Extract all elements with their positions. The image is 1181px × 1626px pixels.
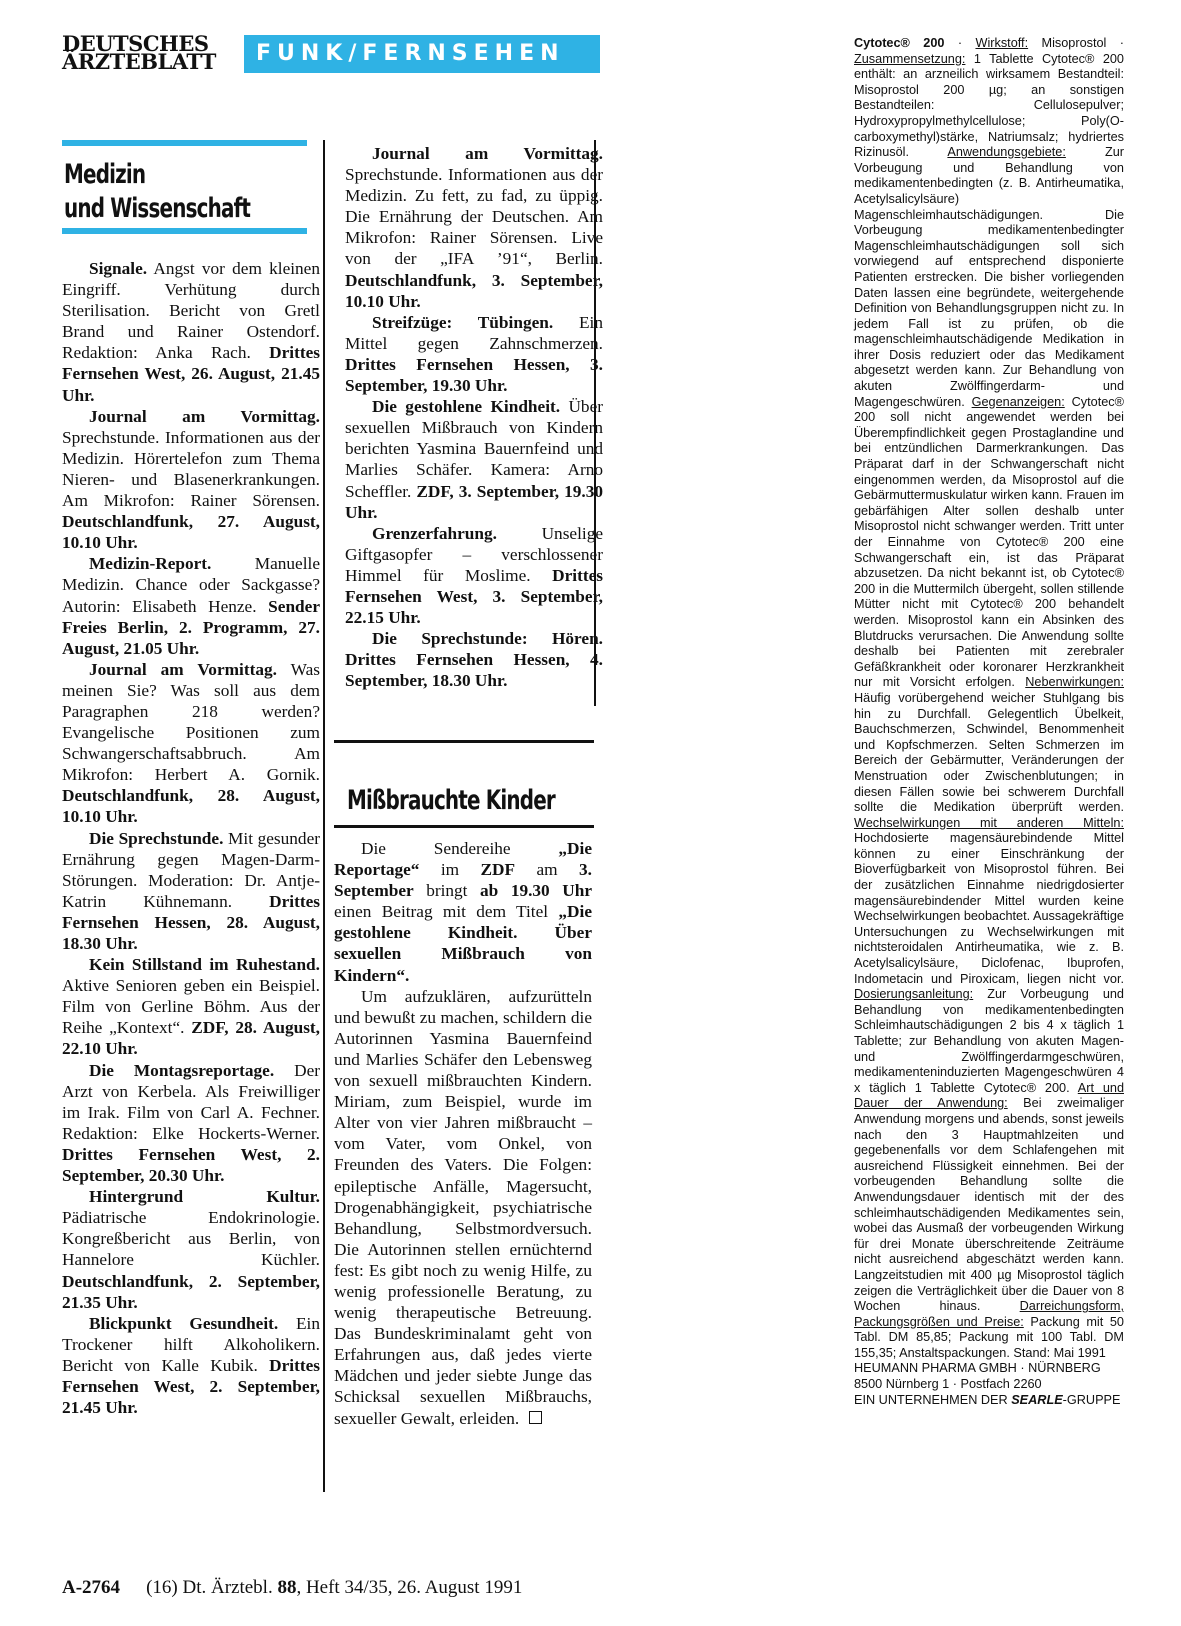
searle-logo-text: SEARLE — [1011, 1392, 1063, 1407]
listing-entry — [345, 396, 603, 523]
end-of-article-box-icon — [529, 1411, 542, 1424]
section-title: FUNK/FERNSEHEN — [244, 35, 600, 73]
listing-broadcast-info: Sender Freies Berlin, 2. Programm, 27. August, 21.05 Uhr. — [62, 596, 320, 658]
listing-title: Die gestohlene Kindheit. — [372, 397, 561, 417]
page-number: A-2764 — [62, 1577, 121, 1598]
listing-description: Ein Trockener hilft Alkoholikern. Bericht von Kalle Kubik. — [62, 1313, 320, 1375]
listing-broadcast-info: Drittes Fernsehen West, 2. September, 20.30 Uhr. — [62, 1144, 320, 1186]
page-footer — [62, 1577, 522, 1599]
listing-broadcast-info: Drittes Fernsehen Hessen, 28. August, 18.30 Uhr. — [62, 891, 320, 953]
listing-broadcast-info: Deutschlandfunk, 2. September, 21.35 Uhr. — [62, 1271, 320, 1312]
listing-broadcast-info: ZDF, 28. August, 22.10 Uhr. — [62, 1018, 320, 1059]
listing-broadcast-info: Drittes Fernsehen Hessen, 4. September, 18.30 Uhr. — [345, 650, 603, 691]
listing-description: Der Arzt von Kerbela. Als Freiwilliger im Irak. Film von Carl A. Fechner. Redaktion: Elke Hockerts-Werner. — [62, 1060, 320, 1143]
listing-title: Medizin-Report. — [89, 554, 212, 574]
program-listings-column-2 — [345, 143, 603, 691]
drug-info-text: Packung mit 50 Tabl. DM 85,85; Packung mit 100 Tabl. DM 155,35; Anstaltspackungen. Stand: Mai 1991 — [854, 1314, 1124, 1360]
listing-description: Angst vor dem kleinen Eingriff. Verhütung durch Sterilisation. Bericht von Gretl Brand und Rainer Ostendorf. Redaktion: Anka Rach. — [62, 259, 320, 363]
listing-broadcast-info: Drittes Fernsehen West, 26. August, 21.45 Uhr. — [62, 343, 320, 405]
listing-description: Was meinen Sie? Was soll aus dem Paragraphen 218 werden? Evangelische Positionen zum Schwangerschaftsabbruch. Am Mikrofon: Herbert A. Gornik. — [62, 659, 320, 785]
listing-entry — [345, 312, 603, 396]
drug-info-heading: Nebenwirkungen: — [1025, 675, 1124, 690]
listing-broadcast-info: Drittes Fernsehen Hessen, 3. September, 19.30 Uhr. — [345, 354, 603, 396]
listing-entry — [345, 628, 603, 691]
listing-description: Sprechstunde. Informationen aus der Medizin. Hörertelefon zum Thema Nieren- und Blasenerkrankungen. Am Mikrofon: Rainer Sörensen. — [62, 427, 320, 511]
drug-info-heading: Art und Dauer der Anwendung: — [854, 1080, 1124, 1111]
listing-description: Sprechstunde. Informationen aus der Medizin. Zu fett, zu fad, zu üppig. Die Ernährung der Deutschen. Am Mikrofon: Rainer Sörensen. Live von der „IFA ’91“, Berlin. — [345, 165, 603, 269]
article-heading: Mißbrauchte Kinder — [347, 785, 555, 816]
listing-title: Kein Stillstand im Ruhestand. — [89, 955, 320, 975]
group-suffix: -GRUPPE — [1062, 1392, 1121, 1407]
listing-description: Manuelle Medizin. Chance oder Sackgasse? Autorin: Elisabeth Henze. — [62, 554, 320, 616]
program-listings-column-1 — [62, 258, 320, 1418]
masthead — [62, 31, 602, 75]
drug-info-text: Zur Vorbeugung und Behandlung von medikamentenbedingten (z. B. Antirheumatika, Acetylsalicylsäure) Magenschleimhautschädigungen. Die Vorbeugung medikamentenbedingter Magenschleimhautschädigungen soll sich vorwiegend auf entsprechend disponierte Patienten erstrecken. Die bisher vorliegenden Daten lassen eine begründete, weitergehende Definition von Behandlungsgruppen nicht zu. In jedem Fall ist zu prüfen, ob die magenschleimhautschädigende Medikation in ihrer Dosis reduziert oder das Medikament abgesetzt werden kann. Zur Behandlung von akuten Zwölffingerdarm- und Magengeschwüren. — [854, 145, 1124, 409]
article-text: am — [515, 860, 580, 880]
drug-info-text: Misoprostol · — [1028, 36, 1124, 50]
listing-entry — [62, 553, 320, 658]
company-line-1: HEUMANN PHARMA GMBH · NÜRNBERG — [854, 1361, 1101, 1376]
drug-info-text: · — [944, 36, 976, 50]
article-paragraph-2 — [334, 986, 592, 1429]
article-text: Die Sendereihe — [361, 839, 559, 858]
listing-description: Aktive Senioren geben ein Beispiel. Film von Gerline Böhm. Aus der Reihe „Kontext“. — [62, 976, 320, 1038]
group-prefix: EIN UNTERNEHMEN DER — [854, 1392, 1012, 1407]
listing-title: Die Sprechstunde. — [89, 828, 224, 848]
article-paragraph-2-text: Um aufzuklären, aufzurütteln und bewußt zu machen, schildern die Autorinnen Yasmina Bauernfeind und Marlies Schäfer den Lebensweg von sexuell mißbrauchten Kindern. Miriam, zum Beispiel, wurde im Alter von vier Jahren mißbraucht – vom Vater, vom Onkel, von Freunden des Vaters. Die Folgen: epileptische Anfälle, Magersucht, Drogenabhängigkeit, psychiatrische Behandlung, Selbstmordversuch. Die Autorinnen stellen ernüchternd fest: Es gibt noch zu wenig Hilfe, zu wenig professionelle Beratung, zu wenig therapeutische Betreuung. Das Bundeskriminalamt geht von Erfahrungen aus, daß jedes vierte Mädchen und jeder siebte Junge das Schicksal sexuellen Mißbrauchs, sexueller Gewalt, erleiden. — [334, 986, 592, 1428]
listing-broadcast-info: ZDF, 3. September, 19.30 Uhr. — [345, 481, 604, 522]
listing-description: Ein Mittel gegen Zahnschmerzen. — [345, 312, 603, 353]
drug-info-heading: Anwendungsgebiete: — [947, 145, 1066, 160]
article-emphasis: 3. September — [334, 860, 592, 901]
drug-info-text: 1 Tablette Cytotec® 200 enthält: an arzneilich wirksamem Bestandteil: Misoprostol 200 µg; an sonstigen Bestandteilen: Cellulosepulver; Hydroxypropylmethylcellulose; Poly(O-carboxymethyl)stärke, Natriumsalz; hydriertes Rizinusöl. — [854, 51, 1124, 160]
listing-entry — [62, 1060, 320, 1187]
article-text: einen Beitrag mit dem Titel — [334, 902, 559, 922]
listing-broadcast-info: Deutschlandfunk, 27. August, 10.10 Uhr. — [62, 512, 320, 553]
heading-rule-top — [62, 140, 307, 146]
section-heading-medizin — [64, 158, 276, 226]
listing-description: Unselige Giftgasopfer – verschlossener Himmel für Moslime. — [345, 523, 603, 585]
company-group-line — [854, 1393, 1124, 1409]
listing-entry — [62, 659, 320, 828]
column-divider-left — [323, 140, 325, 1492]
listing-broadcast-info: Deutschlandfunk, 28. August, 10.10 Uhr. — [62, 786, 320, 827]
listing-title: Grenzerfahrung. — [372, 523, 497, 543]
logo-line-1: DEUTSCHES — [62, 31, 209, 56]
article-text: bringt — [413, 881, 481, 901]
drug-info-heading: Wirkstoff: — [975, 36, 1029, 50]
drug-info-text: Bei zweimaliger Anwendung morgens und abends, sonst jeweils nach den 3 Hauptmahlzeiten und gegebenenfalls vor dem Schlafengehen mit ausreichend Flüssigkeit einnehmen. Bei der vorbeugenden Behandlung sollte die Anwendungsdauer identisch mit der des schleimhautschädigenden Medikamentes sein, wobei das Ausmaß der vorbeugenden Wirkung für drei Monate überschreitende Zeiträume nicht ausreichend abgeschätzt werden kann. Langzeitstudien mit 400 µg Misoprostol täglich zeigen die Verträglichkeit über die Dauer von 8 Wochen hinaus. — [854, 1096, 1124, 1314]
drug-info-heading: Zusammensetzung: — [854, 51, 966, 66]
article-body — [334, 838, 592, 1429]
citation-rest: , Heft 34/35, 26. August 1991 — [296, 1577, 523, 1598]
listing-description: Pädiatrische Endokrinologie. Kongreßbericht aus Berlin, von Hannelore Küchler. — [62, 1208, 320, 1270]
drug-info-text: Cytotec® 200 soll nicht angewendet werden bei Überempfindlichkeit gegen Prostaglandine und bei entzündlichen Darmerkrankungen. Das Präparat darf in der Schwangerschaft nicht eingenommen werden, da Misoprostol auf die Gebärmuttermuskulatur wirken kann. Frauen im gebärfähigen Alter sollen deshalb unter Misoprostol nicht schwanger werden. Tritt unter der Einnahme von Cytotec® 200 eine Schwangerschaft ein, ist das Präparat abzusetzen. Da nicht bekannt ist, ob Cytotec® 200 in die Muttermilch übergeht, sollen stillende Mütter nicht mit Cytotec® 200 behandelt werden. Misoprostol kann ein Absinken des Blutdrucks verursachen. Die Anwendung sollte deshalb bei Patienten mit zerebraler Gefäßkrankheit oder koronarer Herzkrankheit nur mit Vorsicht erfolgen. — [854, 394, 1124, 690]
listing-title: Journal am Vormittag. — [372, 144, 603, 163]
article-rule-bottom — [334, 825, 594, 828]
listing-broadcast-info: Drittes Fernsehen West, 2. September, 21.45 Uhr. — [62, 1355, 320, 1418]
listing-title: Journal am Vormittag. — [89, 659, 277, 679]
heading-rule-bottom — [62, 228, 307, 234]
listing-title: Signale. — [89, 259, 148, 278]
listing-description: Über sexuellen Mißbrauch von Kindern berichten Yasmina Bauernfeind und Marlies Schäfer. Kamera: Arno Scheffler. — [345, 397, 603, 501]
listing-title: Streifzüge: Tübingen. — [372, 312, 554, 332]
listing-broadcast-info: Drittes Fernsehen West, 3. September, 22.15 Uhr. — [345, 565, 603, 628]
article-emphasis: ZDF — [480, 860, 516, 880]
heading-line-2: und Wissenschaft — [64, 193, 251, 224]
article-emphasis: ab 19.30 Uhr — [480, 881, 592, 901]
logo-line-2: ÄRZTEBLATT — [62, 49, 216, 74]
drug-info-text: Häufig vorübergehend weicher Stuhlgang bis hin zu Durchfall. Gelegentlich Übelkeit, Bauchschmerzen, Schwindel, Benommenheit und Kopfschmerzen. Selten Schmerzen im Bereich der Gebärmutter, Veränderungen der Menstruation oder Zwischenblutungen; in diesen Fällen sowie bei schwerem Durchfall sollte die Medikation überprüft werden. — [854, 690, 1124, 815]
citation-text: (16) Dt. Ärztebl. — [146, 1577, 278, 1598]
listing-entry — [345, 523, 603, 628]
listing-entry — [62, 406, 320, 554]
drug-info-body — [854, 36, 1124, 1361]
article-emphasis: „Die Reportage“ — [334, 839, 592, 880]
journal-logo — [62, 31, 216, 74]
listing-broadcast-info: Deutschlandfunk, 3. September, 10.10 Uhr. — [345, 270, 603, 311]
listing-title: Die Sprechstunde: Hören. — [372, 629, 603, 649]
listing-entry — [62, 954, 320, 1059]
listing-title: Hintergrund Kultur. — [89, 1187, 320, 1207]
listing-entry — [62, 258, 320, 406]
listing-title: Die Montagsreportage. — [89, 1060, 275, 1080]
article-emphasis: „Die gestohlene Kindheit. Über sexuellen Mißbrauch von Kindern“. — [334, 902, 592, 985]
article-paragraph-1 — [334, 838, 592, 986]
listing-entry — [62, 1186, 320, 1313]
listing-entry — [62, 1313, 320, 1418]
listing-title: Blickpunkt Gesundheit. — [89, 1313, 279, 1333]
drug-info-heading: Gegenanzeigen: — [971, 394, 1065, 409]
listing-description: Mit gesunder Ernährung gegen Magen-Darm-Störungen. Moderation: Dr. Antje-Katrin Kühnemann. — [62, 828, 320, 911]
company-line-2: 8500 Nürnberg 1 · Postfach 2260 — [854, 1377, 1042, 1392]
listing-entry — [345, 143, 603, 312]
drug-info-heading: Dosierungsanleitung: — [854, 987, 974, 1002]
citation-volume: 88 — [277, 1577, 297, 1598]
drug-info-heading: Darreichungsform, Packungsgrößen und Preise: — [854, 1299, 1124, 1329]
heading-line-1: Medizin — [64, 159, 146, 190]
listing-entry — [62, 828, 320, 955]
drug-brand-name: Cytotec® 200 — [854, 36, 945, 50]
article-rule-top — [334, 740, 594, 743]
drug-info-sidebar — [854, 36, 1124, 1408]
drug-info-heading: Wechselwirkungen mit anderen Mitteln: — [854, 815, 1124, 830]
article-text: im — [419, 860, 481, 880]
drug-info-text: Hochdosierte magensäurebindende Mittel können zu einer Einschränkung der Bioverfügbarkeit von Misoprostol führen. Bei der zusätzlichen Einnahme niedrigdosierter magensäurebindender Mittel wurden keine Wechselwirkungen beobachtet. Aussagekräftige Untersuchungen zu Wechselwirkungen mit nichtsteroidalen Antirheumatika, wie z. B. Acetylsalicylsäure, Diclofenac, Ibuprofen, Indometacin und Piroxicam, liegen nicht vor. — [854, 831, 1124, 986]
drug-info-text: Zur Vorbeugung und Behandlung von medikamentenbedingten Schleimhautschädigungen 2 bis 4 x täglich 1 Tablette; zur Behandlung von akuten Magen- und Zwölffingerdarmgeschwüren, medikamenteninduzierten Magengeschwüren 4 x täglich 1 Tablette Cytotec® 200. — [854, 987, 1124, 1095]
listing-title: Journal am Vormittag. — [89, 406, 320, 426]
